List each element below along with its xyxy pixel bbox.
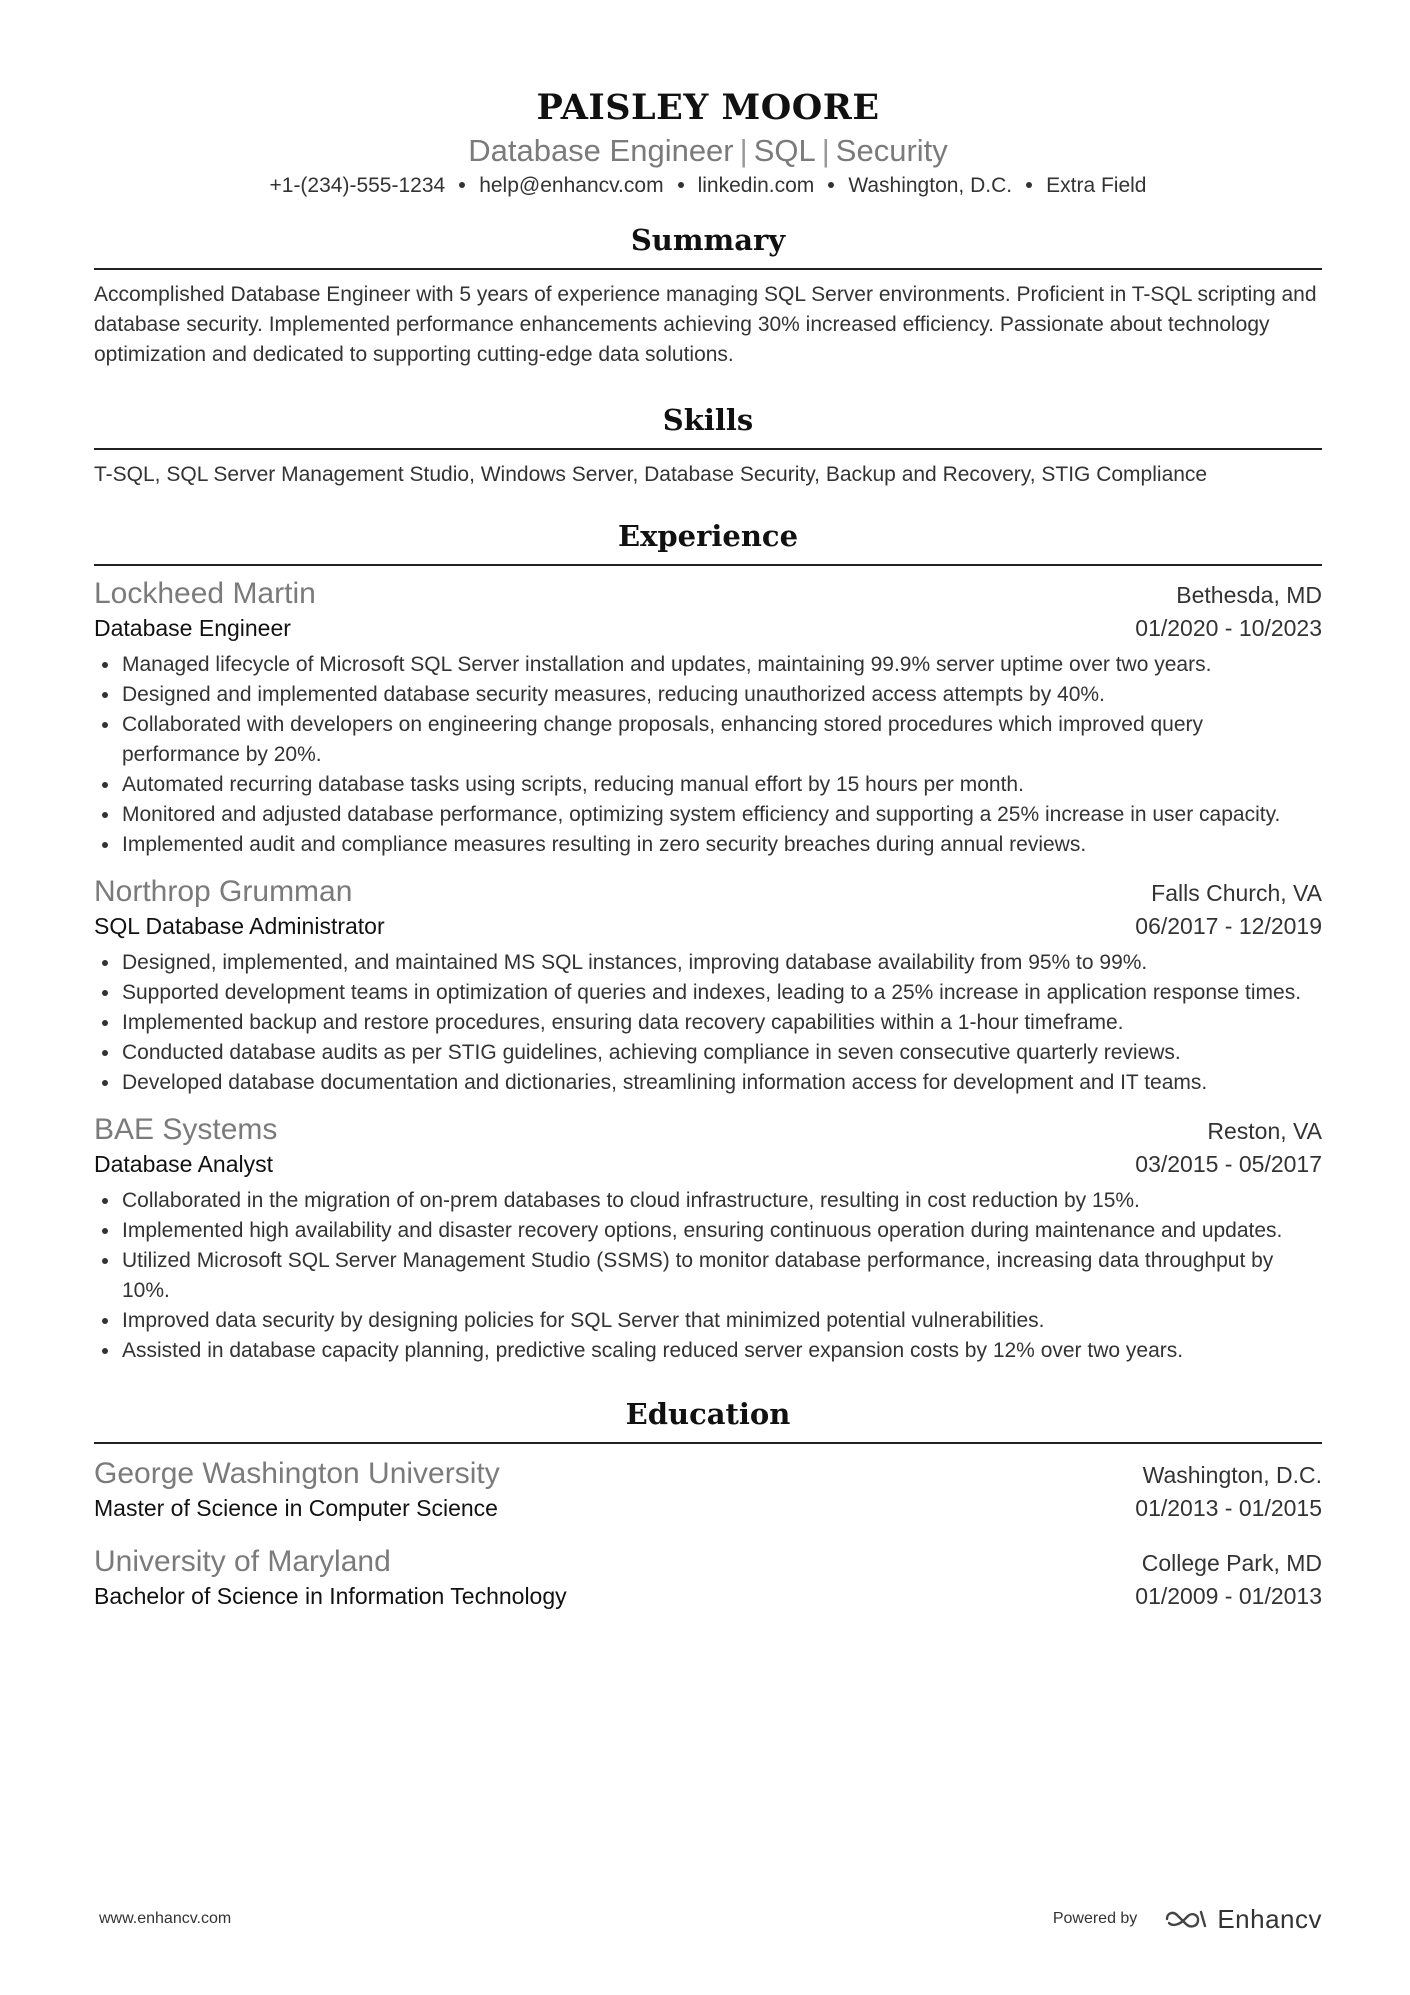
education-entry <box>94 1544 1322 1612</box>
entry-degree-row <box>94 1492 1322 1524</box>
bullet-dot <box>828 182 834 188</box>
job-bullets <box>94 650 1322 860</box>
skills-section <box>94 402 1322 490</box>
school-location: Washington, D.C. <box>1142 1462 1322 1488</box>
job-dates: 03/2015 - 05/2017 <box>1135 1151 1322 1177</box>
candidate-name: PAISLEY MOORE <box>536 87 880 128</box>
entry-degree-row <box>94 1580 1322 1612</box>
bullet-dot <box>102 842 108 848</box>
bullet-text: Implemented backup and restore procedures, ensuring data recovery capabilities within a 1-hour timeframe. <box>122 1011 1124 1034</box>
section-title: Summary <box>94 222 1322 270</box>
job-role: Database Analyst <box>94 1151 274 1177</box>
list-item <box>94 1336 1322 1366</box>
job-location: Bethesda, MD <box>1176 582 1322 608</box>
list-item <box>94 1008 1322 1038</box>
bullet-dot <box>102 692 108 698</box>
education-dates: 01/2009 - 01/2013 <box>1135 1583 1322 1609</box>
bullet-text: Managed lifecycle of Microsoft SQL Server installation and updates, maintaining 99.9% server uptime over two years. <box>122 653 1212 676</box>
contact-line <box>94 172 1322 200</box>
bullet-text: Developed database documentation and dictionaries, streamlining information access for development and IT teams. <box>122 1071 1208 1094</box>
contact-phone: +1-(234)-555-1234 <box>269 174 446 197</box>
entry-role-row <box>94 910 1322 942</box>
bullet-dot <box>102 1050 108 1056</box>
bullet-text: Implemented audit and compliance measures resulting in zero security breaches during annual reviews. <box>122 833 1087 856</box>
experience-section <box>94 518 1322 1366</box>
bullet-dot <box>102 1228 108 1234</box>
list-item <box>94 1246 1322 1306</box>
list-item <box>94 978 1322 1008</box>
resume-page <box>94 0 1322 1612</box>
contact-location: Washington, D.C. <box>848 174 1013 197</box>
contact-extra-field: Extra Field <box>1046 174 1147 197</box>
degree: Master of Science in Computer Science <box>94 1495 498 1521</box>
job-bullets <box>94 1186 1322 1366</box>
brand-logo[interactable] <box>1163 1904 1322 1935</box>
education-entry <box>94 1456 1322 1524</box>
bullet-dot <box>102 1080 108 1086</box>
job-role: Database Engineer <box>94 615 291 641</box>
bullet-dot <box>102 960 108 966</box>
section-title: Experience <box>94 518 1322 566</box>
bullet-dot <box>102 782 108 788</box>
education-dates: 01/2013 - 01/2015 <box>1135 1495 1322 1521</box>
job-location: Falls Church, VA <box>1151 880 1322 906</box>
brand-name: Enhancv <box>1217 1903 1322 1934</box>
job-location: Reston, VA <box>1207 1118 1322 1144</box>
bullet-text: Improved data security by designing policies for SQL Server that minimized potential vulnerabilities. <box>122 1309 1045 1332</box>
degree: Bachelor of Science in Information Technology <box>94 1583 567 1609</box>
bullet-dot <box>102 812 108 818</box>
bullet-text: Implemented high availability and disaster recovery options, ensuring continuous operation during maintenance and updates. <box>122 1219 1283 1242</box>
summary-section <box>94 222 1322 370</box>
bullet-dot <box>102 662 108 668</box>
list-item <box>94 1068 1322 1098</box>
entry-header-row <box>94 874 1322 910</box>
job-bullets <box>94 948 1322 1098</box>
bullet-dot <box>678 182 684 188</box>
bullet-text: Automated recurring database tasks using scripts, reducing manual effort by 15 hours per month. <box>122 773 1024 796</box>
bullet-text: Collaborated with developers on engineering change proposals, enhancing stored procedures which improved query performance by 20%. <box>122 713 1204 766</box>
bullet-text: Collaborated in the migration of on-prem databases to cloud infrastructure, resulting in cost reduction by 15%. <box>122 1189 1140 1212</box>
entry-header-row <box>94 1544 1322 1580</box>
title-part: Database Engineer <box>468 133 734 168</box>
list-item <box>94 1186 1322 1216</box>
bullet-dot <box>102 1258 108 1264</box>
list-item <box>94 710 1322 770</box>
bullet-dot <box>102 1318 108 1324</box>
job-dates: 06/2017 - 12/2019 <box>1135 913 1322 939</box>
contact-linkedin: linkedin.com <box>697 174 815 197</box>
bullet-dot <box>102 1020 108 1026</box>
contact-email: help@enhancv.com <box>479 174 664 197</box>
list-item <box>94 1216 1322 1246</box>
entry-header-row <box>94 1456 1322 1492</box>
section-title: Education <box>94 1396 1322 1444</box>
bullet-text: Utilized Microsoft SQL Server Management Studio (SSMS) to monitor database performance, increasing data throughput by 10%. <box>122 1249 1274 1302</box>
bullet-text: Conducted database audits as per STIG guidelines, achieving compliance in seven consecutive quarterly reviews. <box>122 1041 1181 1064</box>
school-name: George Washington University <box>94 1457 500 1490</box>
bullet-dot <box>102 722 108 728</box>
list-item <box>94 680 1322 710</box>
experience-entry <box>94 874 1322 1098</box>
candidate-title <box>94 132 1322 170</box>
title-part: SQL <box>753 133 816 168</box>
footer-website-link[interactable]: www.enhancv.com <box>99 1910 232 1927</box>
bullet-text: Assisted in database capacity planning, predictive scaling reduced server expansion costs by 12% over two years. <box>122 1339 1184 1362</box>
list-item <box>94 1038 1322 1068</box>
entry-role-row <box>94 612 1322 644</box>
bullet-text: Supported development teams in optimization of queries and indexes, leading to a 25% increase in application response times. <box>122 981 1302 1004</box>
bullet-text: Designed and implemented database security measures, reducing unauthorized access attempts by 40%. <box>122 683 1105 706</box>
list-item <box>94 1306 1322 1336</box>
list-item <box>94 650 1322 680</box>
school-location: College Park, MD <box>1141 1550 1322 1576</box>
bullet-text: Designed, implemented, and maintained MS SQL instances, improving database availability from 95% to 99%. <box>122 951 1148 974</box>
section-title: Skills <box>94 402 1322 450</box>
bullet-dot <box>459 182 465 188</box>
title-separator: | <box>821 133 830 168</box>
powered-by-label: Powered by <box>1052 1910 1138 1927</box>
company-name: Northrop Grumman <box>94 875 353 908</box>
company-name: BAE Systems <box>94 1113 278 1146</box>
bullet-dot <box>102 1198 108 1204</box>
enhancv-logo-icon <box>1163 1907 1209 1931</box>
job-dates: 01/2020 - 10/2023 <box>1135 615 1322 641</box>
bullet-dot <box>102 1348 108 1354</box>
resume-header <box>94 0 1322 200</box>
list-item <box>94 770 1322 800</box>
job-role: SQL Database Administrator <box>94 913 385 939</box>
bullet-text: Monitored and adjusted database performance, optimizing system efficiency and supporting a 25% increase in user capacity. <box>122 803 1281 826</box>
company-name: Lockheed Martin <box>94 577 316 610</box>
bullet-dot <box>102 990 108 996</box>
skills-text: T-SQL, SQL Server Management Studio, Windows Server, Database Security, Backup and Recovery, STIG Compliance <box>94 463 1208 486</box>
school-name: University of Maryland <box>94 1545 391 1578</box>
summary-text: Accomplished Database Engineer with 5 years of experience managing SQL Server environments. Proficient in T-SQL scripting and database security. Implemented performance enhancements achieving 30% increased efficiency. Passionate about technology optimization and dedicated to supporting cutting-edge data solutions. <box>94 283 1317 366</box>
list-item <box>94 800 1322 830</box>
entry-header-row <box>94 1112 1322 1148</box>
entry-role-row <box>94 1148 1322 1180</box>
title-part: Security <box>835 133 948 168</box>
experience-entry <box>94 1112 1322 1366</box>
entry-header-row <box>94 576 1322 612</box>
powered-by <box>1053 1904 1322 1935</box>
bullet-dot <box>1026 182 1032 188</box>
title-separator: | <box>739 133 748 168</box>
page-footer <box>99 1904 1322 1934</box>
list-item <box>94 830 1322 860</box>
experience-entry <box>94 576 1322 860</box>
education-section <box>94 1396 1322 1612</box>
list-item <box>94 948 1322 978</box>
